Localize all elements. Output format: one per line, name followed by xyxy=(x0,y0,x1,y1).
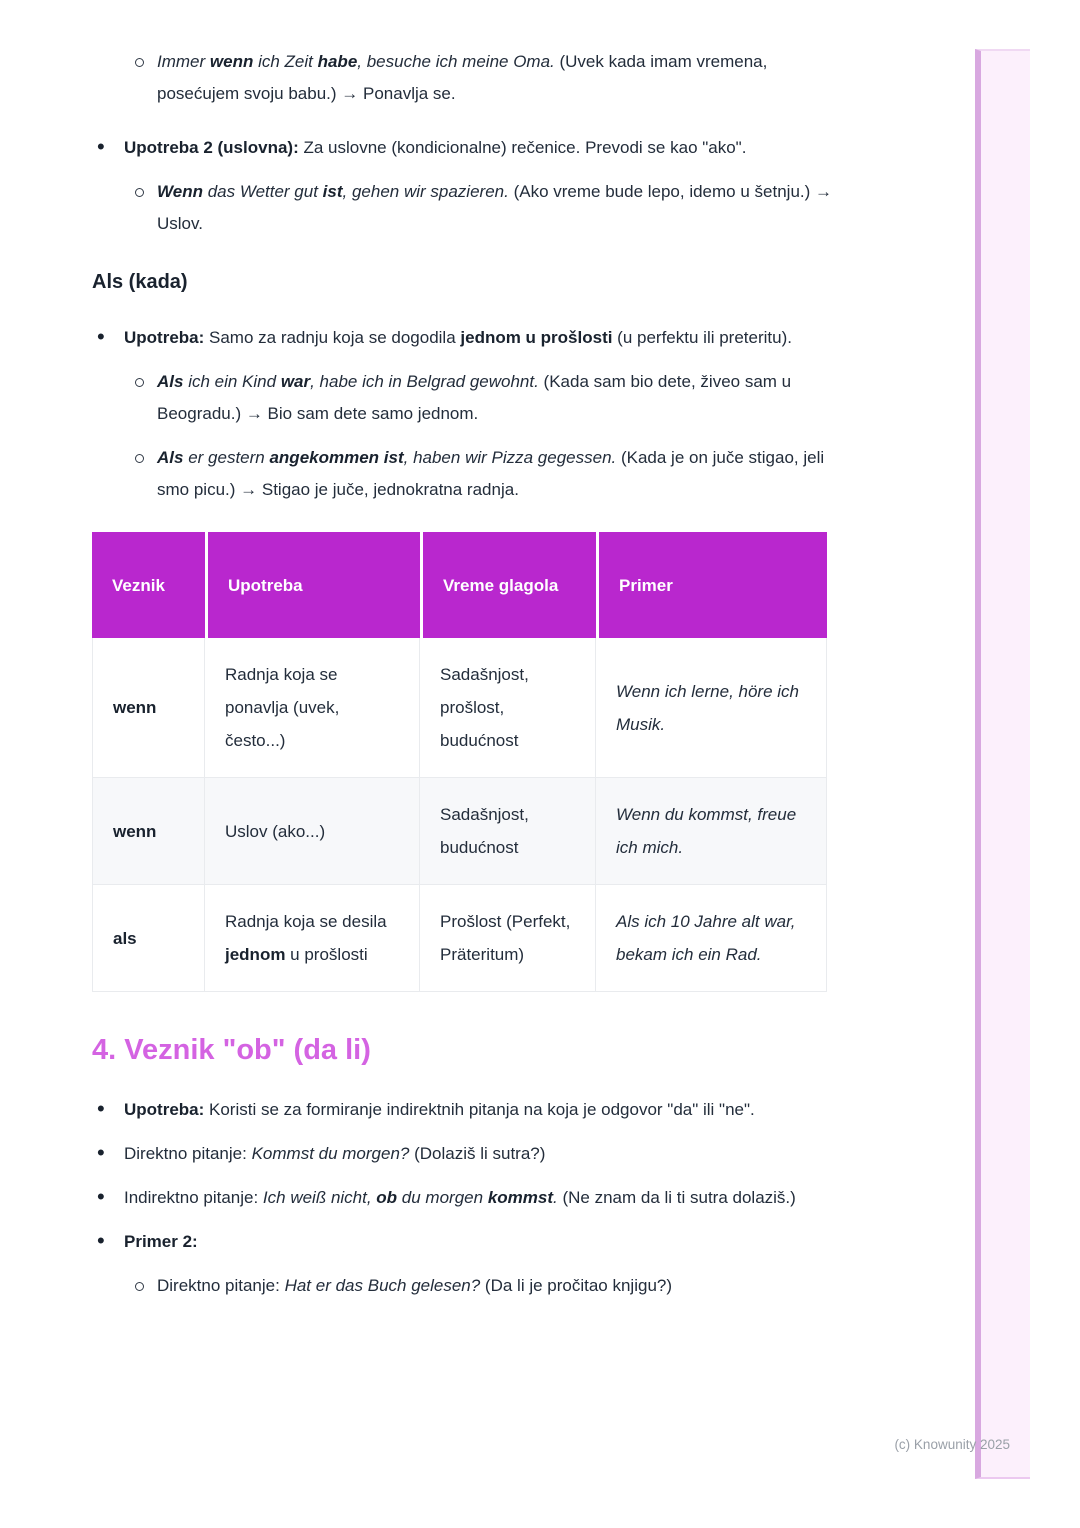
table-cell xyxy=(420,778,596,885)
text-run: Upotreba: xyxy=(124,1100,205,1119)
text-run: (u perfektu ili preteritu). xyxy=(612,328,792,347)
bullet-circle-marker xyxy=(135,1282,144,1291)
bullet-circle-marker xyxy=(135,188,144,197)
text-run: wenn xyxy=(113,698,157,717)
text-run: , besuche ich meine Oma. xyxy=(357,52,555,71)
text-run: Wenn ich lerne, höre ich Musik. xyxy=(616,681,800,734)
bullet-circle-marker xyxy=(135,58,144,67)
document-content xyxy=(92,46,834,1314)
table-cell xyxy=(420,885,596,992)
text-run: kommst xyxy=(487,1188,553,1207)
table-cell xyxy=(92,638,205,778)
text-run: war xyxy=(280,372,311,391)
text-run: Immer xyxy=(157,52,210,71)
text-run: (Ne znam da li ti sutra dolaziš.) xyxy=(557,1188,796,1207)
bullet-disc-marker xyxy=(97,1181,105,1213)
text-run: Indirektno pitanje: xyxy=(124,1188,263,1207)
table-header-cell: Veznik xyxy=(92,532,205,638)
text-run: , gehen wir spazieren. xyxy=(342,182,509,201)
text-run: Koristi se za formiranje indirektnih pitanja na koja je odgovor "da" ili "ne". xyxy=(204,1100,755,1119)
list-item xyxy=(92,1138,834,1170)
bullet-disc-marker xyxy=(97,321,105,353)
text-run: (Ako vreme bude lepo, idemo u šetnju.) → Uslov. xyxy=(157,182,833,233)
section-heading-als: Als (kada) xyxy=(92,271,188,293)
text-run: wenn xyxy=(113,821,157,841)
text-run: Als xyxy=(157,448,184,467)
table-header-cell: Vreme glagola xyxy=(420,532,596,638)
table-cell xyxy=(205,778,420,885)
table-header-row xyxy=(92,532,827,638)
text-run: (Dolaziš li sutra?) xyxy=(409,1144,546,1163)
text-run: ob xyxy=(376,1188,398,1207)
list-item-text xyxy=(157,182,832,233)
text-run: Wenn xyxy=(157,182,203,201)
list-item-text xyxy=(157,52,767,103)
text-run: Radnja koja se ponavlja (uvek, često...) xyxy=(225,665,340,750)
bullet-disc-marker xyxy=(97,1093,105,1125)
table-row xyxy=(92,638,827,778)
text-run: das Wetter gut xyxy=(202,182,323,201)
table-cell xyxy=(92,778,205,885)
list-item-text xyxy=(157,1276,672,1295)
conjunction-table xyxy=(92,532,827,992)
text-run: als xyxy=(113,928,137,948)
table-cell xyxy=(205,638,420,778)
text-run: ich Zeit xyxy=(253,52,318,71)
text-run: , haben wir Pizza gegessen. xyxy=(403,448,617,467)
text-run: Direktno pitanje: xyxy=(157,1276,285,1295)
text-run: Radnja koja se desila xyxy=(225,912,387,931)
table-row xyxy=(92,778,827,885)
bullet-disc-marker xyxy=(97,1137,105,1169)
text-run: . xyxy=(553,1188,558,1207)
list-item-text xyxy=(124,1100,755,1119)
text-run: habe xyxy=(317,52,358,71)
text-run: Als xyxy=(157,372,184,391)
list-item-text xyxy=(157,448,824,499)
text-run: ist xyxy=(322,182,343,201)
table-cell xyxy=(92,885,205,992)
bullet-disc-marker xyxy=(97,1225,105,1257)
text-run: , habe ich in Belgrad gewohnt. xyxy=(310,372,539,391)
table-cell xyxy=(205,885,420,992)
table-head xyxy=(92,532,827,638)
text-run: Upotreba 2 (uslovna): xyxy=(124,138,299,157)
list-item xyxy=(125,442,834,506)
text-run: jednom u prošlosti xyxy=(460,328,613,347)
text-run: (Uvek kada imam vremena, posećujem svoju babu.) → Ponavlja se. xyxy=(157,52,768,103)
list-item xyxy=(92,1182,834,1214)
text-run: Sadašnjost, prošlost, budućnost xyxy=(440,665,529,750)
text-run: er gestern xyxy=(183,448,270,467)
list-item xyxy=(125,1270,834,1302)
text-run: Ich weiß nicht, xyxy=(262,1188,377,1207)
text-run: u prošlosti xyxy=(285,945,368,964)
list-item xyxy=(125,46,834,110)
list-item-text xyxy=(124,328,792,347)
text-run: angekommen ist xyxy=(269,448,404,467)
bullet-circle-marker xyxy=(135,454,144,463)
text-run: ich ein Kind xyxy=(183,372,281,391)
text-run: (Da li je pročitao knjigu?) xyxy=(480,1276,673,1295)
text-run: Primer 2: xyxy=(124,1232,198,1251)
list-item xyxy=(92,322,834,354)
text-run: Uslov (ako...) xyxy=(225,821,326,841)
text-run: Samo za radnju koja se dogodila xyxy=(204,328,461,347)
section-heading-ob: 4. Veznik "ob" (da li) xyxy=(92,1034,371,1066)
text-run: Hat er das Buch gelesen? xyxy=(284,1276,481,1295)
watermark: (c) Knowunity 2025 xyxy=(894,1437,1010,1452)
page-highlight-strip xyxy=(975,49,1030,1479)
table-cell xyxy=(596,885,827,992)
list-item-text xyxy=(124,1232,198,1251)
text-run: (Kada sam bio dete, živeo sam u Beogradu.) → Bio sam dete samo jednom. xyxy=(157,372,792,423)
list-item-text xyxy=(124,1144,545,1163)
list-item xyxy=(92,1226,834,1258)
text-run: (Kada je on juče stigao, jeli smo picu.) → Stigao je juče, jednokratna radnja. xyxy=(157,448,825,499)
list-item xyxy=(125,366,834,430)
table-wrapper xyxy=(92,532,834,992)
list-item xyxy=(125,176,834,240)
text-run: Kommst du morgen? xyxy=(251,1144,410,1163)
table-cell xyxy=(420,638,596,778)
text-run: Als ich 10 Jahre alt war, bekam ich ein Rad. xyxy=(616,912,796,964)
text-run: Prošlost (Perfekt, Präteritum) xyxy=(440,912,571,964)
bullet-disc-marker xyxy=(97,131,105,163)
text-run: wenn xyxy=(209,52,254,71)
table-cell xyxy=(596,778,827,885)
table-row xyxy=(92,885,827,992)
table-body xyxy=(92,638,827,992)
text-run: Wenn du kommst, freue ich mich. xyxy=(616,805,797,857)
text-run: Za uslovne (kondicionalne) rečenice. Prevodi se kao "ako". xyxy=(298,138,747,157)
table-header-cell: Primer xyxy=(596,532,827,638)
text-run: Sadašnjost, budućnost xyxy=(440,805,529,857)
list-item-text xyxy=(157,372,791,423)
list-item xyxy=(92,1094,834,1126)
list-item-text xyxy=(124,138,746,157)
table-header-cell: Upotreba xyxy=(205,532,420,638)
table-cell xyxy=(596,638,827,778)
text-run: Direktno pitanje: xyxy=(124,1144,252,1163)
bullet-circle-marker xyxy=(135,378,144,387)
list-item-text xyxy=(124,1188,796,1207)
text-run: Upotreba: xyxy=(124,328,205,347)
text-run: jednom xyxy=(225,945,286,964)
text-run: du morgen xyxy=(397,1188,488,1207)
list-item xyxy=(92,132,834,164)
